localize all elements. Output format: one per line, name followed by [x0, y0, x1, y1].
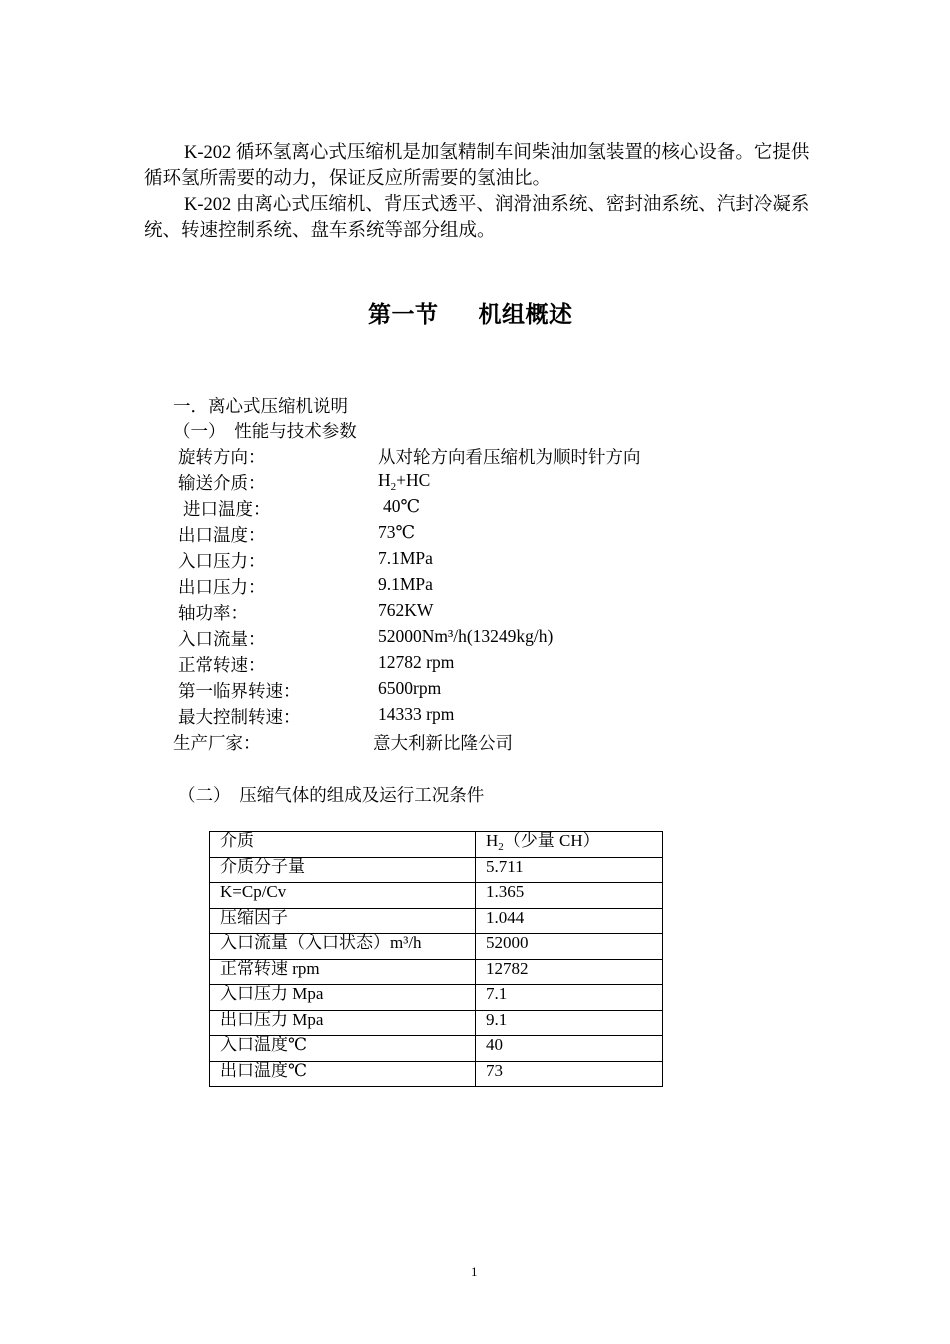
- medium-rest: +HC: [396, 470, 431, 490]
- table-row: [210, 857, 663, 883]
- table-cell: 1.365: [476, 883, 663, 909]
- param-label: 第一临界转速：: [178, 681, 301, 701]
- table-cell: 介质分子量: [210, 857, 476, 883]
- param-label: 入口压力：: [178, 551, 266, 571]
- param-label: 生产厂家：: [173, 733, 261, 753]
- medium-subscript: 2: [498, 841, 504, 853]
- param-label: 出口温度：: [178, 525, 266, 545]
- param-label: 正常转速：: [178, 655, 266, 675]
- intro-paragraph-1: K-202 循环氢离心式压缩机是加氢精制车间柴油加氢装置的核心设备。它提供循环氢所需要的动力，保证反应所需要的氢油比。: [144, 143, 810, 189]
- param-label: 最大控制转速：: [178, 707, 301, 727]
- part-heading: 一．离心式压缩机说明: [173, 396, 348, 416]
- param-label: 入口流量：: [178, 629, 266, 649]
- intro-paragraph-2: K-202 由离心式压缩机、背压式透平、润滑油系统、密封油系统、汽封冷凝系统、转速控制系统、盘车系统等部分组成。: [144, 195, 810, 241]
- param-label: 进口温度：: [183, 499, 271, 519]
- subsection-heading-1: （一） 性能与技术参数: [173, 421, 357, 441]
- table-cell: [476, 832, 663, 858]
- param-value: 73℃: [378, 522, 416, 542]
- param-value: [378, 470, 430, 491]
- subsection-heading-2: （二） 压缩气体的组成及运行工况条件: [178, 785, 485, 805]
- table-cell: 40: [476, 1036, 663, 1062]
- section-number: 第一节: [368, 302, 439, 328]
- param-label: 输送介质：: [178, 473, 266, 493]
- table-header-row: [210, 832, 663, 858]
- table-row: [210, 883, 663, 909]
- table-row: [210, 1061, 663, 1087]
- param-value: 14333 rpm: [378, 704, 455, 724]
- param-value: 12782 rpm: [378, 652, 455, 672]
- table-cell: 12782: [476, 959, 663, 985]
- medium-h: H: [378, 470, 391, 490]
- table-row: [210, 985, 663, 1011]
- table-row: [210, 934, 663, 960]
- table-cell: 9.1: [476, 1010, 663, 1036]
- table-cell: 入口温度℃: [210, 1036, 476, 1062]
- table-cell: K=Cp/Cv: [210, 883, 476, 909]
- param-label: 旋转方向：: [178, 447, 266, 467]
- table-row: [210, 959, 663, 985]
- param-value: 52000Nm³/h(13249kg/h): [378, 626, 554, 646]
- param-label: 轴功率：: [178, 603, 248, 623]
- table-row: [210, 1010, 663, 1036]
- table-row: [210, 1036, 663, 1062]
- section-name: 机组概述: [478, 302, 573, 328]
- table-cell: 入口压力 Mpa: [210, 985, 476, 1011]
- param-value: 40℃: [383, 496, 421, 516]
- param-value: 7.1MPa: [378, 548, 433, 568]
- composition-table: [209, 831, 663, 1087]
- table-cell: 入口流量（入口状态）m³/h: [210, 934, 476, 960]
- section-title: [368, 296, 573, 329]
- table-cell: 1.044: [476, 908, 663, 934]
- medium-note: （少量 CH）: [503, 831, 600, 850]
- table-row: [210, 908, 663, 934]
- param-label: 出口压力：: [178, 577, 266, 597]
- table-cell: 7.1: [476, 985, 663, 1011]
- param-value: 意大利新比隆公司: [373, 733, 513, 753]
- param-value: 762KW: [378, 600, 434, 620]
- page-number: 1: [471, 1264, 478, 1279]
- medium-h: H: [486, 831, 499, 850]
- medium-subscript: 2: [390, 481, 397, 493]
- table-cell: 出口压力 Mpa: [210, 1010, 476, 1036]
- table-cell: 5.711: [476, 857, 663, 883]
- table-cell: 出口温度℃: [210, 1061, 476, 1087]
- intro-text: [144, 140, 810, 244]
- param-value: 从对轮方向看压缩机为顺时针方向: [378, 447, 641, 467]
- table-cell: 73: [476, 1061, 663, 1087]
- param-value: 9.1MPa: [378, 574, 433, 594]
- param-value: 6500rpm: [378, 678, 442, 698]
- table-cell: 52000: [476, 934, 663, 960]
- table-cell: 正常转速 rpm: [210, 959, 476, 985]
- table-cell: 压缩因子: [210, 908, 476, 934]
- table-cell: 介质: [210, 832, 476, 858]
